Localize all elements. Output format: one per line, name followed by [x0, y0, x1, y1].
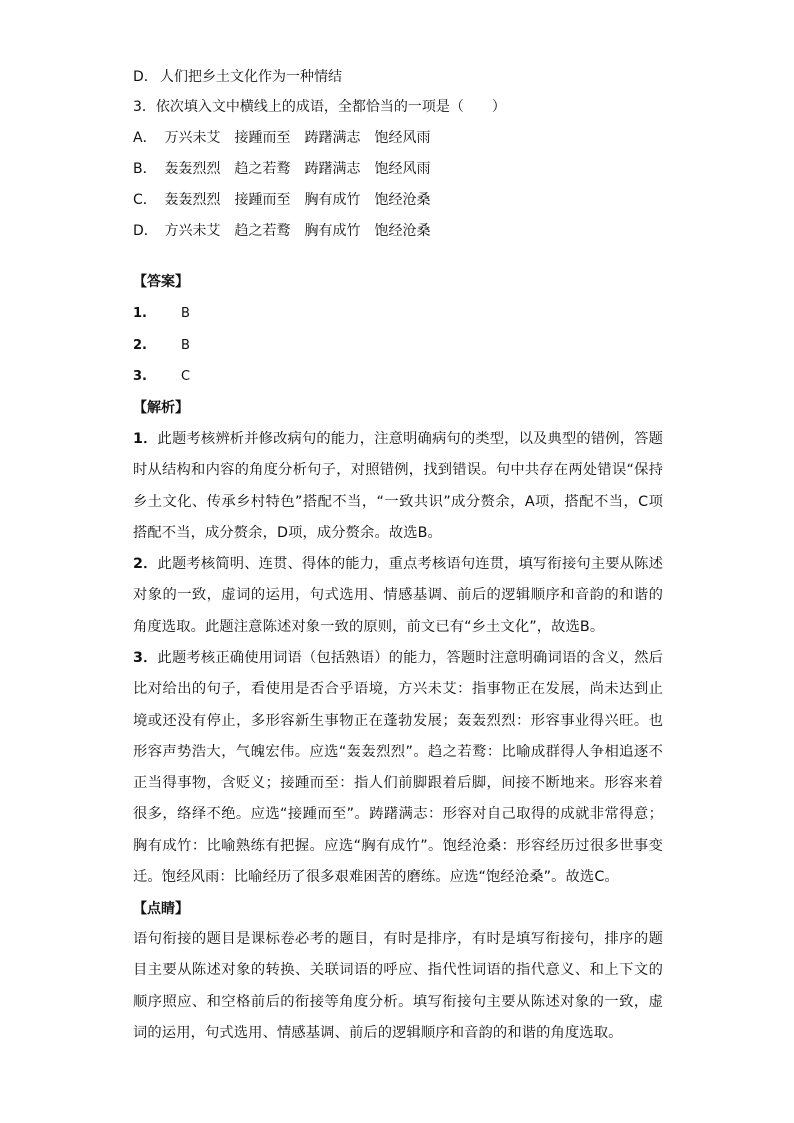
option-item: 踌躇满志 — [304, 130, 361, 146]
option-item: 饱经风雨 — [374, 161, 431, 177]
analysis-paragraph-1 — [133, 424, 663, 549]
answer-number: 2. — [133, 338, 147, 353]
analysis-text: 此题考核辨析并修改病句的能力，注意明确病句的类型，以及典型的错例，答题时从结构和内容的角度分析句子，对照错例，找到错误。句中共存在两处错误“保持乡土文化、传承乡村特色”搭配不当，“一致共识”成分赘余，A项，搭配不当，C项搭配不当，成分赘余，D项，成分赘余。故选B。 — [133, 431, 663, 541]
answer-number: 1. — [133, 306, 147, 321]
option-item: 接踵而至 — [234, 192, 291, 208]
option-letter: C． — [133, 192, 157, 208]
option-item: 踌躇满志 — [304, 161, 361, 177]
option-letter: B． — [133, 161, 157, 177]
question3-option-a — [133, 128, 444, 148]
comment-heading: 【点睛】 — [133, 901, 189, 917]
answer-row — [133, 368, 190, 386]
answer-heading: 【答案】 — [133, 274, 189, 290]
analysis-number: 2． — [133, 556, 158, 572]
analysis-paragraph-2 — [133, 549, 663, 643]
option-item: 轰轰烈烈 — [164, 192, 221, 208]
analysis-paragraph-3 — [133, 643, 663, 893]
option-item: 胸有成竹 — [304, 192, 361, 208]
question3-option-c — [133, 190, 444, 210]
analysis-text: 此题考核简明、连贯、得体的能力，重点考核语句连贯，填写衔接句主要从陈述对象的一致，虚词的运用，句式选用、情感基调、前后的逻辑顺序和音韵的和谐的角度选取。此题注意陈述对象一致的原则，前文已有“乡土文化”，故选B。 — [133, 556, 663, 635]
analysis-text: 此题考核正确使用词语（包括熟语）的能力，答题时注意明确词语的含义，然后比对给出的句子，看使用是否合乎语境，方兴未艾：指事物正在发展，尚未达到止境或还没有停止，多形容新生事物正在蓬勃发展；轰轰烈烈：形容事业得兴旺。也形容声势浩大，气魄宏伟。应选“轰轰烈烈”。趋之若鹜：比喻成群得人争相追逐不正当得事物，含贬义；接踵而至：指人们前脚跟着后脚，间接不断地来。形容来着很多，络绎不绝。应选“接踵而至”。踌躇满志：形容对自己取得的成就非常得意；胸有成竹：比喻熟练有把握。应选“胸有成竹”。饱经沧桑：形容经历过很多世事变迁。饱经风雨：比喻经历了很多艰难困苦的磨练。应选“饱经沧桑”。故选C。 — [133, 650, 663, 886]
analysis-number: 3． — [133, 650, 158, 666]
answer-row — [133, 337, 190, 355]
question3-option-d — [133, 221, 444, 241]
option-item: 饱经沧桑 — [374, 223, 431, 239]
comment-paragraph: 语句衔接的题目是课标卷必考的题目，有时是排序，有时是填写衔接句，排序的题目主要从陈述对象的转换、关联词语的呼应、指代性词语的指代意义、和上下文的顺序照应、和空格前后的衔接等角度分析。填写衔接句主要从陈述对象的一致，虚词的运用，句式选用、情感基调、前后的逻辑顺序和音韵的和谐的角度选取。 — [133, 931, 663, 1041]
answer-value: C — [181, 369, 191, 384]
option-item: 接踵而至 — [234, 130, 291, 146]
analysis-number: 1． — [133, 431, 158, 447]
option-item: 趋之若鹜 — [234, 223, 291, 239]
option-letter: D． — [133, 69, 158, 85]
answer-row — [133, 305, 190, 323]
option-letter: D． — [133, 223, 158, 239]
option-item: 方兴未艾 — [164, 223, 221, 239]
option-item: 饱经沧桑 — [374, 192, 431, 208]
option-text: 人们把乡土文化作为一种情结 — [160, 69, 342, 85]
option-item: 轰轰烈烈 — [164, 161, 221, 177]
answer-value: B — [181, 338, 190, 353]
answer-number: 3. — [133, 369, 147, 384]
answer-value: B — [181, 306, 190, 321]
option-letter: A． — [133, 130, 157, 146]
option-item: 万兴未艾 — [164, 130, 221, 146]
option-item: 饱经风雨 — [374, 130, 431, 146]
question3-stem: 3．依次填入文中横线上的成语，全都恰当的一项是（ ） — [133, 99, 506, 115]
analysis-heading: 【解析】 — [133, 400, 189, 416]
option-item: 趋之若鹜 — [234, 161, 291, 177]
question2-option-d — [133, 67, 342, 87]
question3-option-b — [133, 159, 444, 179]
option-item: 胸有成竹 — [304, 223, 361, 239]
